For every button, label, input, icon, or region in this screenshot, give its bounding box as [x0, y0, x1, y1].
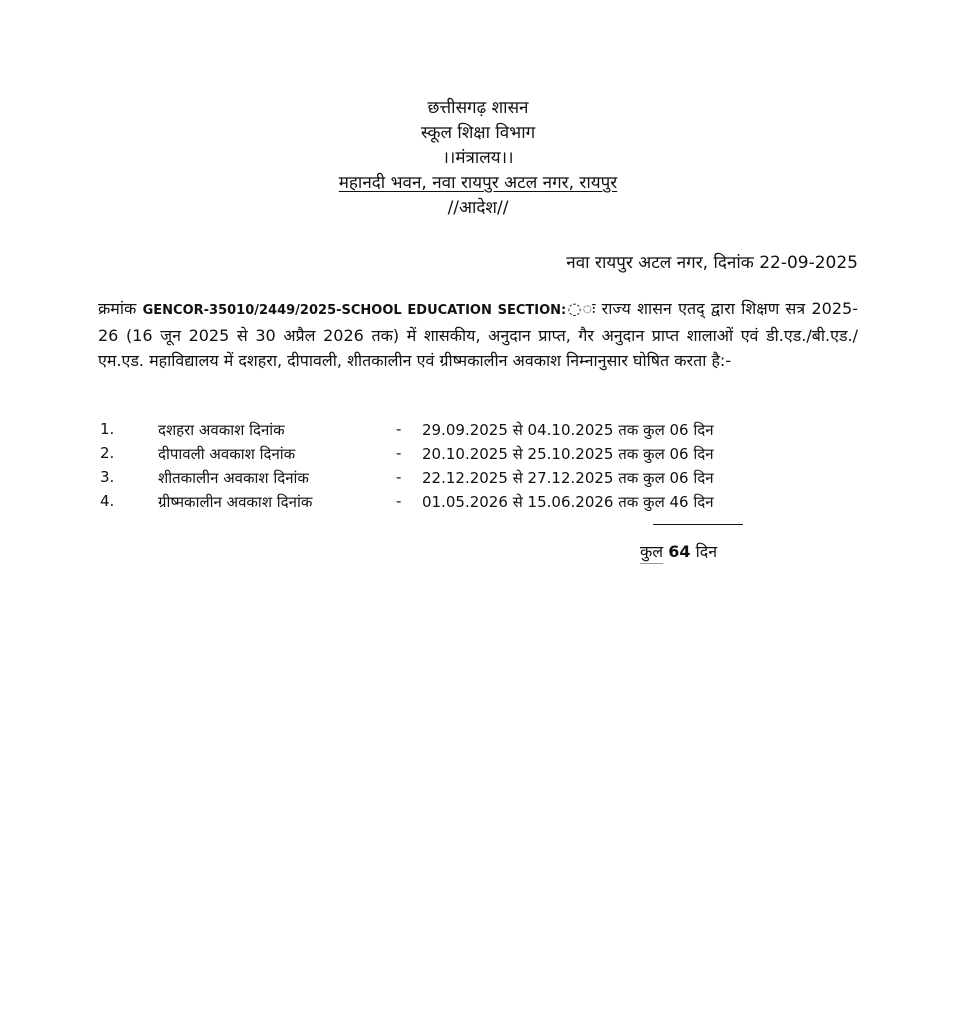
item-label: ग्रीष्मकालीन अवकाश दिनांक	[158, 493, 313, 511]
item-dash: -	[396, 468, 402, 486]
total-label: कुल	[640, 542, 664, 561]
holiday-list	[100, 420, 800, 516]
item-label: शीतकालीन अवकाश दिनांक	[158, 469, 309, 487]
item-dates: 22.12.2025 से 27.12.2025 तक कुल 06 दिन	[422, 469, 714, 487]
item-number: 3.	[100, 468, 115, 486]
list-item	[100, 444, 800, 468]
total-days	[640, 540, 717, 562]
item-dates: 01.05.2026 से 15.06.2026 तक कुल 46 दिन	[422, 493, 714, 511]
list-item	[100, 492, 800, 516]
document-header	[0, 96, 956, 221]
order-paragraph	[98, 296, 858, 373]
list-item	[100, 420, 800, 444]
item-dates: 20.10.2025 से 25.10.2025 तक कुल 06 दिन	[422, 445, 714, 463]
order-text: ◌ः राज्य शासन एतद् द्वारा शिक्षण सत्र 2025-26 (16 जून 2025 से 30 अप्रैल 2026 तक) में शासकीय, अनुदान प्राप्त, गैर अनुदान प्राप्त शालाओं एवं डी.एड./बी.एड./ एम.एड. महाविद्यालय में दशहरा, दीपावली, शीतकालीन एवं ग्रीष्मकालीन अवकाश निम्नानुसार घोषित करता है:-	[98, 299, 858, 370]
item-number: 2.	[100, 444, 115, 462]
order-heading: //आदेश//	[447, 198, 509, 218]
place-date-line: नवा रायपुर अटल नगर, दिनांक 22-09-2025	[566, 253, 858, 273]
department-name: स्कूल शिक्षा विभाग	[420, 123, 536, 143]
total-unit: दिन	[695, 542, 718, 561]
item-dash: -	[396, 492, 402, 510]
office-address: महानदी भवन, नवा रायपुर अटल नगर, रायपुर	[338, 173, 618, 193]
item-label: दशहरा अवकाश दिनांक	[158, 421, 285, 439]
item-dash: -	[396, 444, 402, 462]
item-number: 4.	[100, 492, 115, 510]
government-name: छत्तीसगढ़ शासन	[427, 98, 529, 118]
ministry-label: ।।मंत्रालय।।	[442, 148, 514, 168]
ref-number: GENCOR-35010/2449/2025-SCHOOL EDUCATION SECTION:	[142, 303, 567, 318]
item-dates: 29.09.2025 से 04.10.2025 तक कुल 06 दिन	[422, 421, 714, 439]
order-body	[98, 296, 858, 373]
list-item	[100, 468, 800, 492]
item-dash: -	[396, 420, 402, 438]
total-value: 64	[668, 542, 691, 561]
sum-divider	[653, 524, 743, 525]
item-number: 1.	[100, 420, 115, 438]
item-label: दीपावली अवकाश दिनांक	[158, 445, 296, 463]
ref-prefix: क्रमांक	[98, 299, 143, 318]
